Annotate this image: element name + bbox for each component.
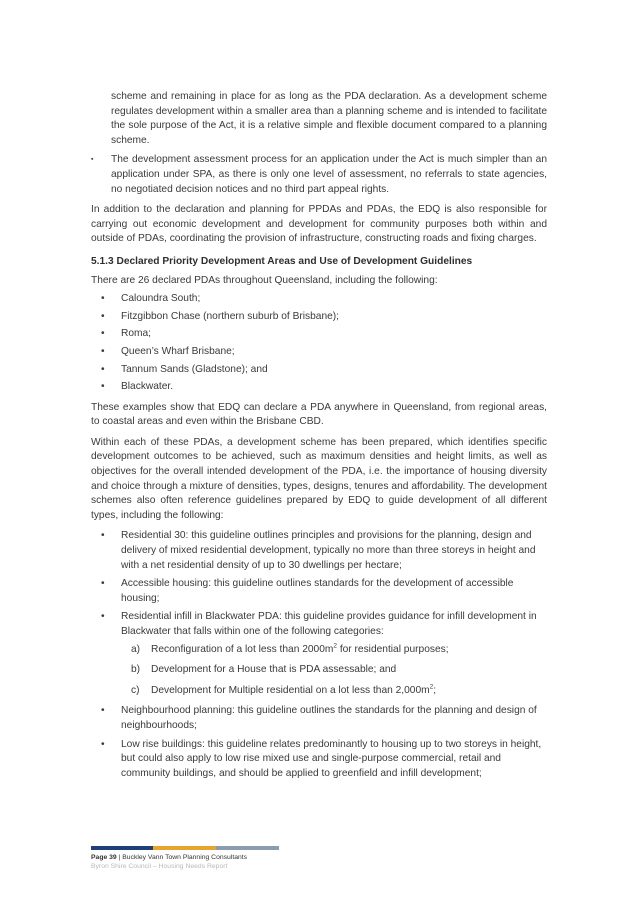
list-item: a) Reconfiguration of a lot less than $2000m^2$ for residential purposes; xyxy=(131,642,449,655)
list-item: • Fitzgibbon Chase (northern suburb of Brisbane); xyxy=(91,310,547,325)
bullet-icon: • xyxy=(101,310,105,322)
bullet-icon: • xyxy=(101,345,105,357)
bullet-icon: • xyxy=(101,530,105,542)
infill-category-list xyxy=(121,643,547,699)
assessment-bullet xyxy=(91,153,547,197)
list-item: c) Development for Multiple residential on a lot less than $2,000m^2$; xyxy=(131,683,437,696)
examples-paragraph: These examples show that EDQ can declare a PDA anywhere in Queensland, from regional areas, to coastal areas and even within the Brisbane CBD. xyxy=(91,401,547,428)
list-item: • Queen’s Wharf Brisbane; xyxy=(91,345,547,360)
list-item: • Neighbourhood planning: this guideline outlines the standards for the planning and design of neighbourhoods; xyxy=(101,705,537,731)
bullet-icon: • xyxy=(101,328,105,340)
bullet-icon: • xyxy=(101,738,105,750)
footer-color-bar xyxy=(91,846,279,850)
list-item: • Accessible housing: this guideline outlines standards for the development of accessible housing; xyxy=(101,578,514,604)
footer-bar-segment xyxy=(153,846,216,850)
pda-intro: There are 26 declared PDAs throughout Queensland, including the following: xyxy=(91,274,438,286)
bullet-icon: • xyxy=(101,363,105,375)
bullet-icon: • xyxy=(101,293,105,305)
footer-report-title: Byron Shire Council – Housing Needs Report xyxy=(91,863,228,870)
list-item: b) Development for a House that is PDA assessable; and xyxy=(131,664,397,676)
list-item: • Roma; xyxy=(91,327,547,342)
page-number: Page 39 xyxy=(91,854,117,861)
bullet-icon: • xyxy=(101,578,105,590)
schemes-paragraph: Within each of these PDAs, a development scheme has been prepared, which identifies specific development outcomes to be achieved, such as maximum densities and height limits, as well as objectives for the overall intended development of the PDA, i.e. the importance of housing diversity and choice through a mixture of densities, types, designs, tenures and affordability. The development schemes also often reference guidelines prepared by EDQ to guide development of all different types, including the following: xyxy=(91,436,547,521)
footer-bar-segment xyxy=(91,846,153,850)
page-footer xyxy=(91,846,351,870)
list-item: • Blackwater. xyxy=(91,380,547,395)
section-heading: 5.1.3 Declared Priority Development Areas and Use of Development Guidelines xyxy=(91,255,473,267)
square-bullet-icon: ▪ xyxy=(91,156,94,164)
footer-company: Buckley Vann Town Planning Consultants xyxy=(122,854,248,861)
assessment-bullet-text: The development assessment process for an application under the Act is much simpler than an application under SPA, as there is only one level of assessment, no referrals to state agencies, no negotiated decision notices and no third part appeal rights. xyxy=(111,154,547,195)
bullet-icon: • xyxy=(101,611,105,623)
list-item: • Low rise buildings: this guideline relates predominantly to housing up to two storeys in height, but could also apply to low rise mixed use and single-purpose commercial, retail and community buildings, and should be applied to greenfield and infill development; xyxy=(101,738,542,779)
pda-list xyxy=(91,292,547,395)
list-item: • Caloundra South; xyxy=(91,292,547,307)
list-item: • Residential infill in Blackwater PDA: this guideline provides guidance for infill development in Blackwater that falls within one of the following categories: a) Reconfiguration of a lot less than $2000m^2$ for residential purposes; b) Development for a House that is PDA assessable; and c) Development for Multiple residential on a lot less than $2,000m^2$; xyxy=(91,610,547,698)
bullet-icon: • xyxy=(101,381,105,393)
footer-page-line: Page 39 | Buckley Vann Town Planning Consultants xyxy=(91,854,248,861)
continued-paragraph: scheme and remaining in place for as long as the PDA declaration. As a development scheme regulates development within a smaller area than a planning scheme and is intended to facilitate the sole purpose of the Act, it is a relative simple and flexible document compared to a planning scheme. xyxy=(111,91,547,146)
footer-bar-segment xyxy=(216,846,279,850)
list-item: • Residential 30: this guideline outlines principles and provisions for the planning, design and delivery of mixed residential development, typically no more than three storeys in height and with a net residential density of up to 30 dwellings per hectare; xyxy=(101,530,536,571)
bullet-icon: • xyxy=(101,705,105,717)
guideline-list xyxy=(91,529,547,781)
edq-paragraph: In addition to the declaration and planning for PPDAs and PDAs, the EDQ is also responsible for carrying out economic development and development for community purposes both within and outside of PDAs, coordinating the provision of infrastructure, constructing roads and fixing charges. xyxy=(91,204,547,245)
list-item: • Tannum Sands (Gladstone); and xyxy=(91,363,547,378)
page-content xyxy=(91,90,547,785)
